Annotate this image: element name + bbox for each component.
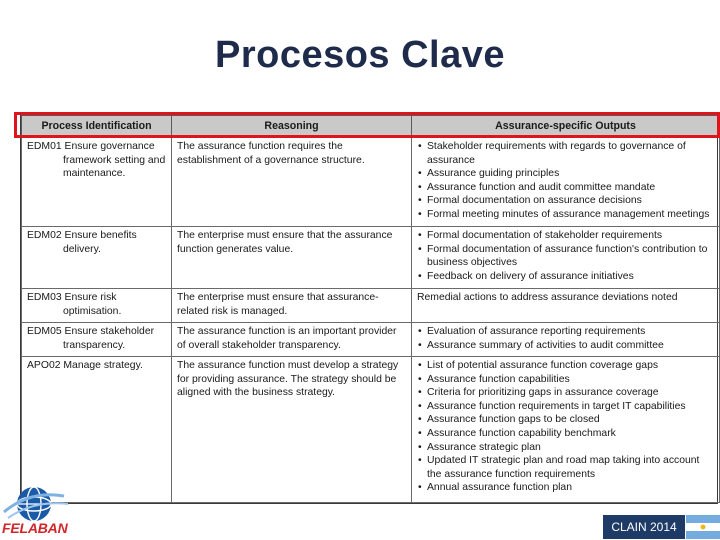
outputs-list: [417, 140, 715, 222]
table-row: [22, 227, 720, 289]
list-item: • Stakeholder requirements with regards to governance of assurance: [417, 140, 715, 167]
outputs-cell: [412, 227, 720, 289]
list-item: • Formal documentation of stakeholder requirements: [417, 229, 715, 243]
outputs-list: [417, 325, 715, 352]
process-text: APO02 Manage strategy.: [27, 360, 143, 371]
slide-title: Procesos Clave: [214, 34, 506, 76]
list-item: • Evaluation of assurance reporting requirements: [417, 325, 715, 339]
table-row: [22, 323, 720, 357]
felaban-logo-text: FELABAN: [2, 520, 68, 536]
argentina-flag-icon: [686, 515, 720, 539]
list-item: • Assurance strategic plan: [417, 441, 715, 455]
process-text: EDM05 Ensure stakeholder transparency.: [27, 326, 155, 351]
reasoning-cell: The assurance function is an important provider of overall stakeholder transparency.: [172, 323, 412, 357]
process-cell: [22, 323, 172, 357]
header-reasoning: Reasoning: [172, 116, 412, 138]
list-item: • Criteria for prioritizing gaps in assurance coverage: [417, 386, 715, 400]
list-item: • Formal documentation of assurance function's contribution to business objectives: [417, 243, 715, 270]
process-cell: [22, 227, 172, 289]
table-header-row: [22, 116, 720, 138]
list-item: • Annual assurance function plan: [417, 481, 715, 495]
table-row: [22, 138, 720, 227]
reasoning-cell: The enterprise must ensure that the assurance function generates value.: [172, 227, 412, 289]
outputs-cell: [412, 323, 720, 357]
key-processes-table-wrapper: [20, 114, 718, 504]
reasoning-cell: The enterprise must ensure that assurance-related risk is managed.: [172, 289, 412, 323]
list-item: • Feedback on delivery of assurance initiatives: [417, 270, 715, 284]
list-item: • Assurance summary of activities to audit committee: [417, 339, 715, 353]
process-text: EDM03 Ensure risk optimisation.: [27, 292, 122, 317]
process-cell: [22, 289, 172, 323]
reasoning-cell: The assurance function must develop a strategy for providing assurance. The strategy should be aligned with the business strategy.: [172, 357, 412, 503]
list-item: • Assurance function and audit committee mandate: [417, 181, 715, 195]
list-item: • Assurance function gaps to be closed: [417, 413, 715, 427]
process-text: EDM01 Ensure governance framework setting and maintenance.: [27, 141, 166, 180]
table-row: [22, 357, 720, 503]
header-process-identification: Process Identification: [22, 116, 172, 138]
outputs-cell: [412, 289, 720, 323]
list-item: • Assurance function requirements in target IT capabilities: [417, 400, 715, 414]
process-cell: [22, 138, 172, 227]
process-text: EDM02 Ensure benefits delivery.: [27, 230, 137, 255]
process-cell: [22, 357, 172, 503]
outputs-text: Remedial actions to address assurance deviations noted: [417, 292, 678, 303]
clain-label: CLAIN 2014: [603, 515, 685, 539]
list-item: • List of potential assurance function coverage gaps: [417, 359, 715, 373]
outputs-list: [417, 229, 715, 283]
list-item: • Assurance guiding principles: [417, 167, 715, 181]
header-assurance-outputs: Assurance-specific Outputs: [412, 116, 720, 138]
reasoning-cell: The assurance function requires the establishment of a governance structure.: [172, 138, 412, 227]
outputs-cell: [412, 357, 720, 503]
key-processes-table: [21, 115, 720, 503]
outputs-cell: [412, 138, 720, 227]
list-item: • Assurance function capabilities: [417, 373, 715, 387]
list-item: • Formal meeting minutes of assurance management meetings: [417, 208, 715, 222]
table-row: [22, 289, 720, 323]
outputs-list: [417, 359, 715, 495]
list-item: • Updated IT strategic plan and road map taking into account the assurance function requirements: [417, 454, 715, 481]
list-item: • Assurance function capability benchmark: [417, 427, 715, 441]
list-item: • Formal documentation on assurance decisions: [417, 194, 715, 208]
